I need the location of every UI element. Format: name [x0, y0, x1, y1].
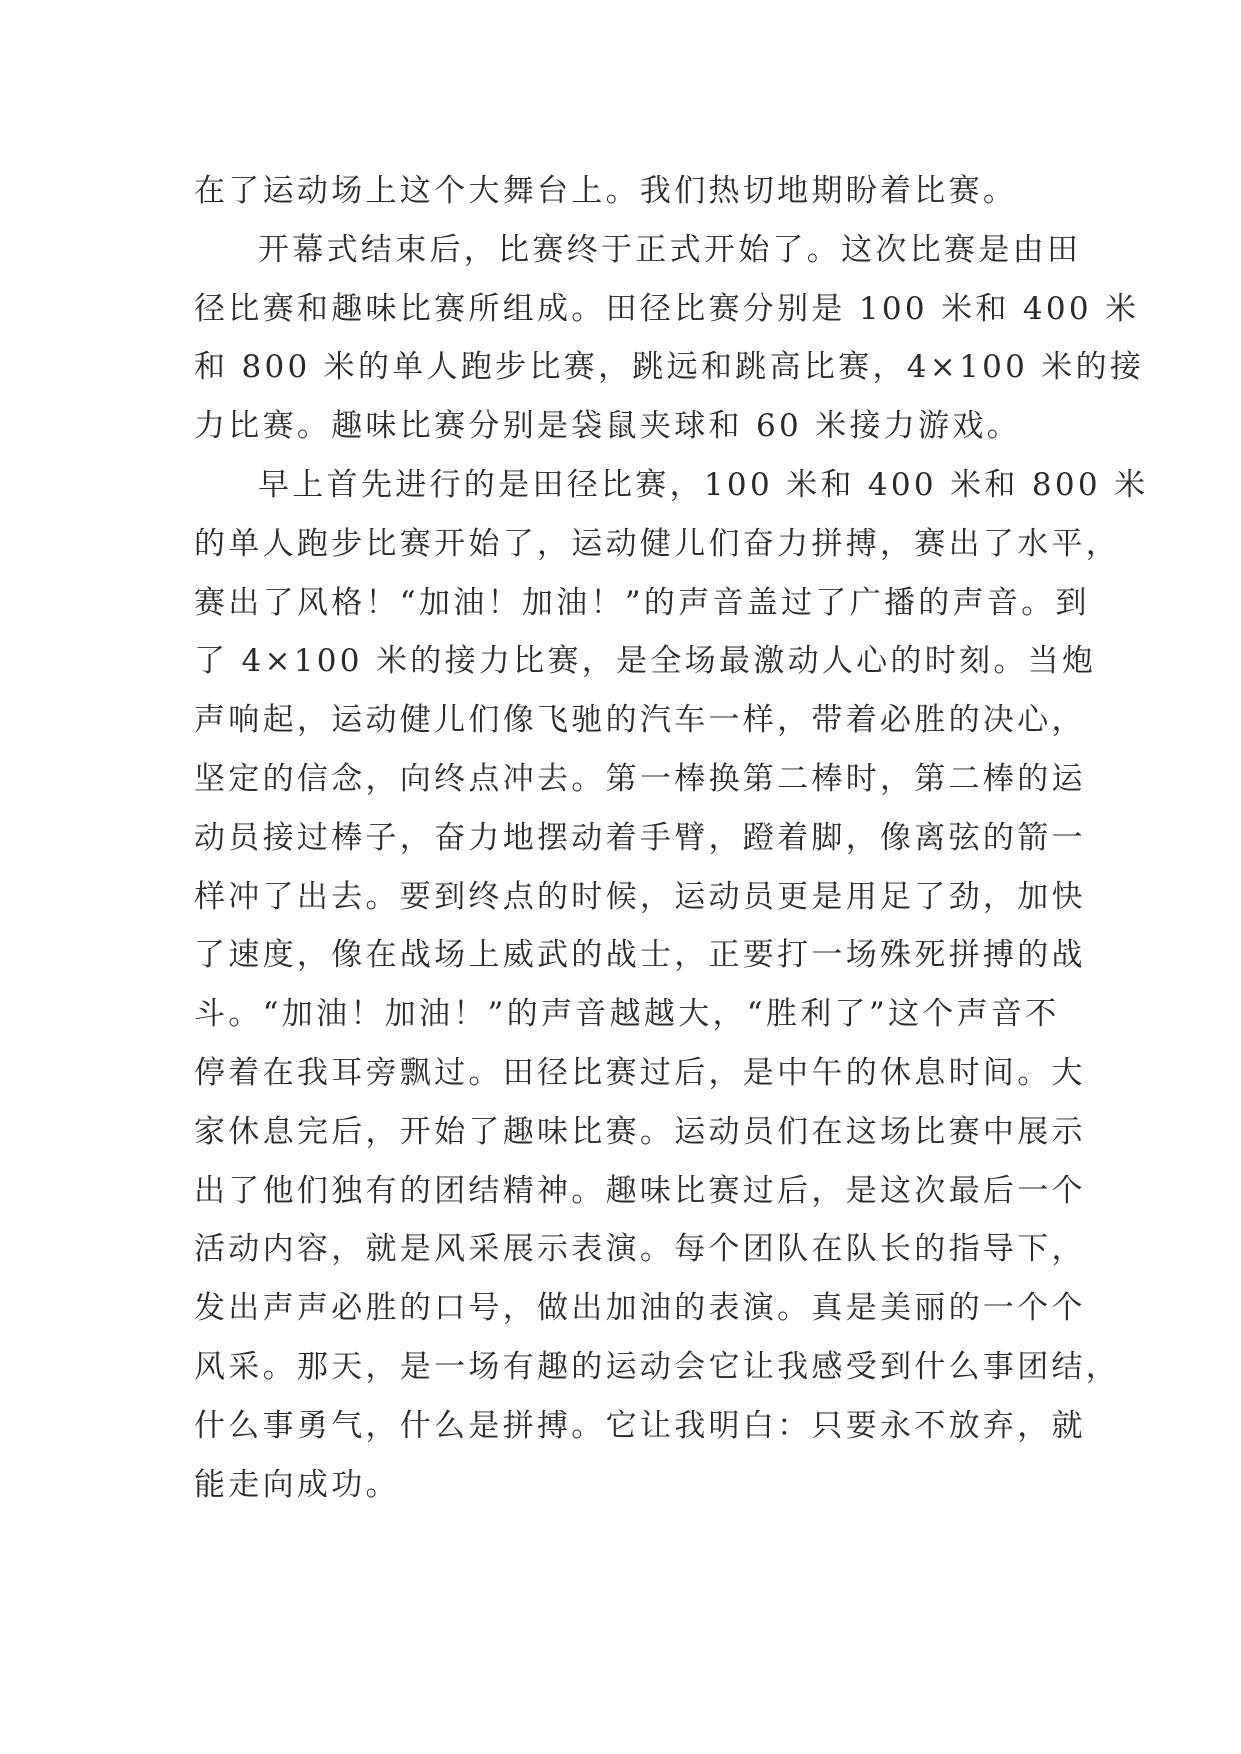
text-line: 力比赛。趣味比赛分别是袋鼠夹球和 60 米接力游戏。 — [194, 408, 1021, 445]
text-line: 了 4×100 米的接力比赛，是全场最激动人心的时刻。当炮 — [194, 643, 1097, 680]
text-line: 家休息完后，开始了趣味比赛。运动员们在这场比赛中展示 — [194, 1113, 1086, 1150]
text-line: 样冲了出去。要到终点的时候，运动员更是用足了劲，加快 — [194, 878, 1086, 915]
paragraph-first-line: 早上首先进行的是田径比赛，100 米和 400 米和 800 米 — [258, 466, 1149, 503]
text-line: 径比赛和趣味比赛所组成。田径比赛分别是 100 米和 400 米 — [194, 290, 1140, 327]
essay-body — [194, 162, 1149, 1514]
text-line: 和 800 米的单人跑步比赛，跳远和跳高比赛，4×100 米的接 — [194, 349, 1145, 386]
text-line: 赛出了风格！“加油！加油！”的声音盖过了广播的声音。到 — [194, 584, 1090, 621]
text-line: 风采。那天，是一场有趣的运动会它让我感受到什么事团结， — [194, 1348, 1121, 1385]
text-line: 出了他们独有的团结精神。趣味比赛过后，是这次最后一个 — [194, 1172, 1086, 1209]
text-line: 的单人跑步比赛开始了，运动健儿们奋力拼搏，赛出了水平， — [194, 525, 1121, 562]
text-line: 停着在我耳旁飘过。田径比赛过后，是中午的休息时间。大 — [194, 1054, 1086, 1091]
text-line: 斗。“加油！加油！”的声音越越大，“胜利了”这个声音不 — [194, 996, 1060, 1033]
text-line: 发出声声必胜的口号，做出加油的表演。真是美丽的一个个 — [194, 1290, 1086, 1327]
text-line: 什么事勇气，什么是拼搏。它让我明白：只要永不放弃，就 — [194, 1407, 1086, 1444]
text-line: 活动内容，就是风采展示表演。每个团队在队长的指导下， — [194, 1231, 1086, 1268]
text-line: 声响起，运动健儿们像飞驰的汽车一样，带着必胜的决心， — [194, 702, 1086, 739]
text-line: 动员接过棒子，奋力地摆动着手臂，蹬着脚，像离弦的箭一 — [194, 819, 1086, 856]
paragraph-first-line: 开幕式结束后，比赛终于正式开始了。这次比赛是由田 — [258, 231, 1082, 268]
text-line: 能走向成功。 — [194, 1466, 400, 1503]
text-line: 在了运动场上这个大舞台上。我们热切地期盼着比赛。 — [194, 173, 1018, 209]
text-line: 了速度，像在战场上威武的战士，正要打一场殊死拼搏的战 — [194, 937, 1086, 974]
text-line: 坚定的信念，向终点冲去。第一棒换第二棒时，第二棒的运 — [194, 760, 1086, 797]
